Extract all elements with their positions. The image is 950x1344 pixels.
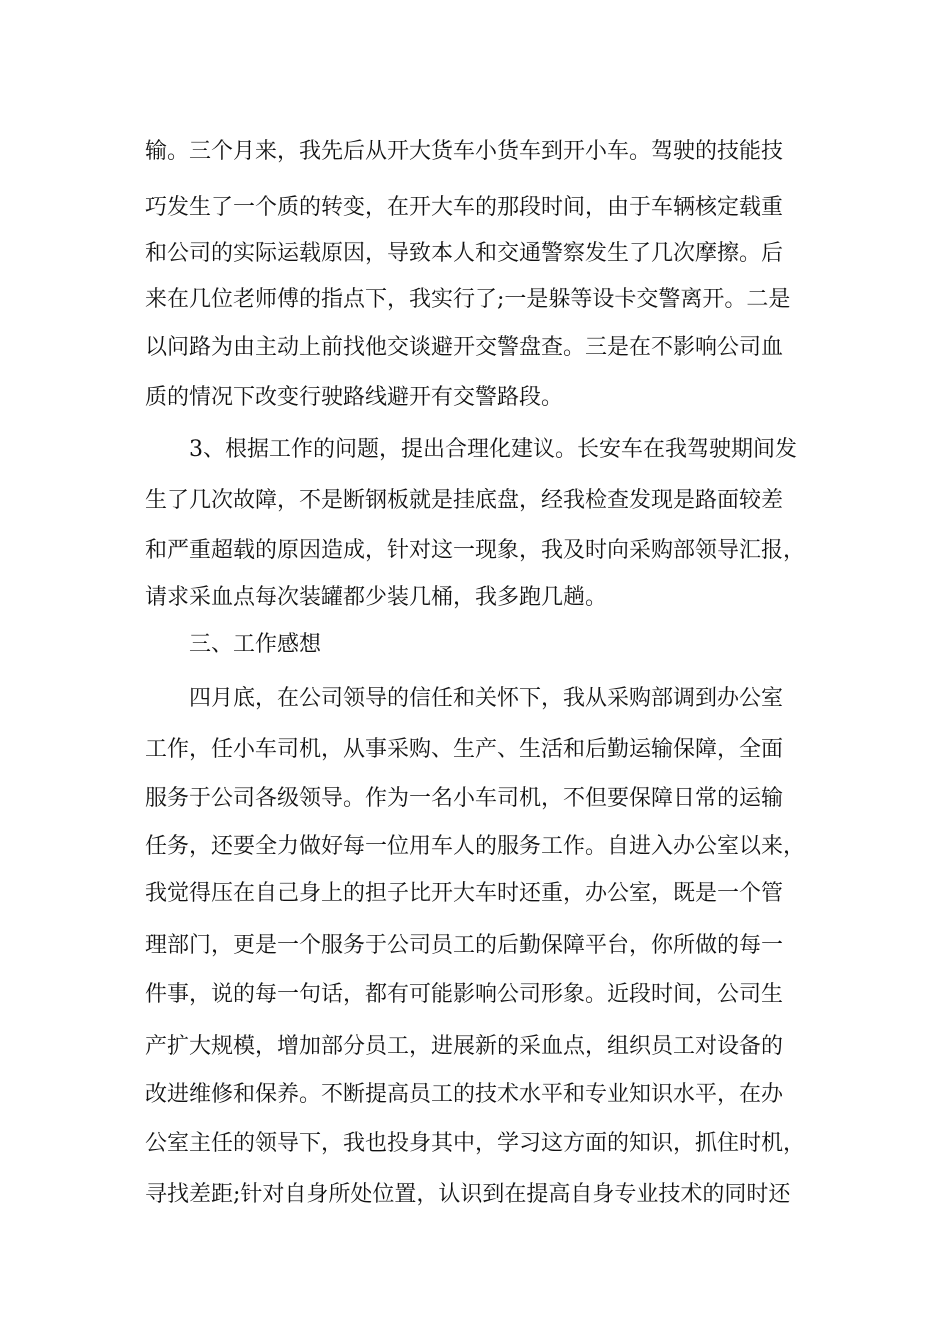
text-line: 和严重超载的原因造成，针对这一现象，我及时向采购部领导汇报， [145,538,806,563]
text-line: 输。三个月来，我先后从开大货车小货车到开小车。驾驶的技能技 [145,139,784,164]
text-line: 公室主任的领导下，我也投身其中，学习这方面的知识，抓住时机， [145,1131,806,1156]
text-line: 服务于公司各级领导。作为一名小车司机，不但要保障日常的运输 [145,786,784,811]
text-line: 生了几次故障，不是断钢板就是挂底盘，经我检查发现是路面较差 [145,488,784,513]
text-line: 以问路为由主动上前找他交谈避开交警盘查。三是在不影响公司血 [145,335,784,360]
text-line: 请求采血点每次装罐都少装几桶，我多跑几趟。 [145,585,608,610]
text-line: 来在几位老师傅的指点下，我实行了;一是躲等设卡交警离开。二是 [145,287,791,312]
text-line: 四月底，在公司领导的信任和关怀下，我从采购部调到办公室 [189,686,784,711]
text-line: 我觉得压在自己身上的担子比开大车时还重，办公室，既是一个管 [145,881,784,906]
text-line: 工作，任小车司机，从事采购、生产、生活和后勤运输保障，全面 [145,737,784,762]
text-line: 寻找差距;针对自身所处位置，认识到在提高自身专业技术的同时还 [145,1182,791,1207]
section-heading: 三、工作感想 [189,632,322,657]
text-line: 巧发生了一个质的转变，在开大车的那段时间，由于车辆核定载重 [145,195,784,220]
text-line: 和公司的实际运载原因，导致本人和交通警察发生了几次摩擦。后 [145,241,784,266]
text-line: 3、根据工作的问题，提出合理化建议。长安车在我驾驶期间发 [189,437,797,462]
text-line: 件事，说的每一句话，都有可能影响公司形象。近段时间，公司生 [145,982,784,1007]
text-line: 产扩大规模，增加部分员工，进展新的采血点，组织员工对设备的 [145,1034,784,1059]
text-line: 质的情况下改变行驶路线避开有交警路段。 [145,385,564,410]
text-line: 理部门，更是一个服务于公司员工的后勤保障平台，你所做的每一 [145,933,784,958]
text-line: 任务，还要全力做好每一位用车人的服务工作。自进入办公室以来， [145,834,806,859]
text-line: 改进维修和保养。不断提高员工的技术水平和专业知识水平，在办 [145,1082,784,1107]
